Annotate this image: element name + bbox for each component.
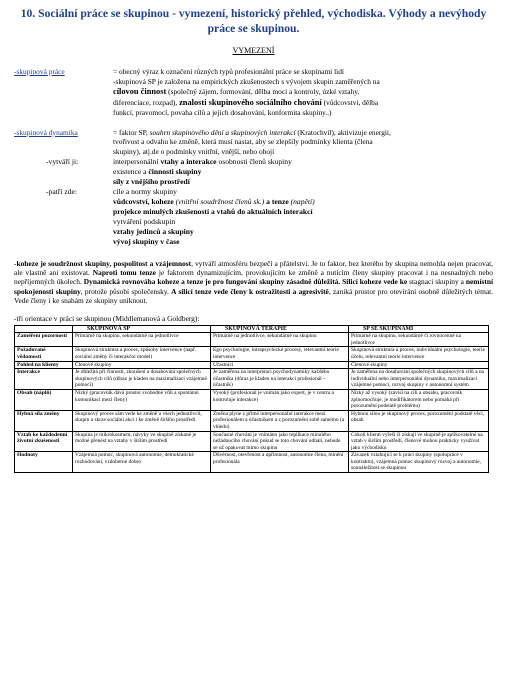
bold-term: Dynamická rovnováha koheze a tenze je pro fungování skupiny zásadně důležitá. Silicí koheze vede ke bbox=[83, 277, 408, 287]
definition-term: -skupinová práce bbox=[14, 67, 65, 76]
table-cell: Důvěrnost, otevřenost a upřímnost, autonomie člena, mínění profesionála bbox=[211, 452, 349, 473]
text-fragment: osobnosti členů skupiny bbox=[216, 156, 292, 166]
definition-line: -skupinová SP je založena na empirických zkušenostech s vývojem skupin zaměřených na bbox=[113, 76, 380, 86]
list-item: vývoj skupiny v čase bbox=[113, 236, 180, 246]
table-row-header: Hodnoty bbox=[15, 452, 73, 473]
table-row-header: Obsah (náplň) bbox=[15, 389, 73, 410]
definition-skupinova-prace bbox=[14, 67, 493, 118]
table-cell: Nízký (pracovník dává prostor svobodné vůli a spontánní komunikaci mezi členy) bbox=[73, 389, 211, 410]
table-row-header: Hybná síla změny bbox=[15, 410, 73, 431]
list-vytvari bbox=[14, 157, 493, 187]
definition-line: tvořivost a odvahu ke změně, která musí nastat, aby se zlepšily podmínky klienta (člena bbox=[113, 137, 373, 147]
list-item: cíle a normy skupiny bbox=[113, 186, 177, 196]
page-title: 10. Sociální práce se skupinou - vymezení, historický přehled, východiska. Výhody a nevýhody práce se skupinou. bbox=[20, 7, 487, 35]
definition-line bbox=[113, 97, 493, 108]
bold-term: vůdcovství, koheze bbox=[113, 196, 174, 206]
text-fragment: , zaniká prostor pro otevírání osobně důležitých témat. Vede členy i ke snahám ze skupiny uniknout. bbox=[14, 286, 494, 306]
table-row bbox=[15, 389, 489, 410]
table-cell: Vzájemná pomoc, skupinová autonomie, demokratické rozhodování, vzdoberné dobro bbox=[73, 452, 211, 473]
text-fragment: interpersonální bbox=[113, 156, 161, 166]
table-row-header: Pohled na klienty bbox=[15, 361, 73, 369]
table-row-header: Vztah ke každodenní životní zkušenosti bbox=[15, 431, 73, 452]
table-cell: Primárně na skupinu, sekundárně na jednotlivce bbox=[73, 333, 211, 347]
table-row bbox=[15, 452, 489, 473]
definition-body bbox=[113, 67, 493, 118]
table-cell: Primárně na jednotlivce, sekundárně na skupinu bbox=[211, 333, 349, 347]
table-cell: Skupinový proces sám vede ke změně u všech jednotlivců, skupin a skrze sociální akci i ke změně širšího prostředí bbox=[73, 410, 211, 431]
list-item bbox=[113, 167, 493, 177]
bold-term: cílovou činnost bbox=[113, 87, 167, 97]
table-cell: Změna plyne z přímé interpersonální interakce mezi profesionálem a účastníkem a z porozumění sobě samému (a vhledu) bbox=[211, 410, 349, 431]
text-fragment: , protože působí společensky. bbox=[80, 286, 172, 296]
orientations-label: -tři orientace v práci se skupinou (Middlemanová a Goldberg): bbox=[14, 313, 200, 323]
table-cell: Skupinová struktura a proces, individuální psychologie, teorie účelu, relevantní teorie intervence bbox=[349, 347, 489, 361]
table-cell: Členové skupiny bbox=[73, 361, 211, 369]
table-row bbox=[15, 347, 489, 361]
text-fragment: (Kratochvíl), aktivizuje energii, bbox=[295, 127, 391, 137]
list-term: -patří zde: bbox=[46, 186, 77, 196]
table-cell: Cokoli klienti vyřeší či získají ve skupině je aplikovatelné na vztah v širším prostředí, členové mohou prakticky využívat jako východisko bbox=[349, 431, 489, 452]
table-cell: Je důležitá při činnosti, zkoušení a dosahování společných skupinových cílů (důraz je kladen na maximalizaci vzájemné pomoci) bbox=[73, 369, 211, 390]
table-header-cell: SP SE SKUPINAMI bbox=[349, 325, 489, 333]
definition-skupinova-dynamika bbox=[14, 128, 493, 157]
definition-line: skupiny), atj.de o podmínky vnitřní, vnější, nebo obojí bbox=[113, 146, 275, 156]
table-cell: Nízký až vysoký (závisí na cíli a obsahu, pracovník zplnomocňuje, je modifikátorem nebo pomáhá při porozumění podstatě problému) bbox=[349, 389, 489, 410]
list-item bbox=[113, 157, 493, 167]
table-row-header: Zaměření pozornosti bbox=[15, 333, 73, 347]
table-row bbox=[15, 431, 489, 452]
section-heading: VYMEZENÍ bbox=[232, 46, 275, 55]
list-item: síly z vnějšího prostředí bbox=[113, 176, 190, 186]
text-fragment: = faktor SP, bbox=[113, 127, 150, 137]
definition-body bbox=[113, 128, 493, 157]
text-fragment: (vůdcovství, dělba bbox=[321, 98, 379, 108]
list-item: vztahy jedinců a skupiny bbox=[113, 226, 194, 236]
table-row bbox=[15, 369, 489, 390]
definition-line bbox=[113, 86, 493, 97]
table-cell: Skupina je mikrokosmem, návyky ve skupině získané je možné přenést na vztahy v širším prostředí bbox=[73, 431, 211, 452]
text-fragment: je faktorem dynamizujícím, provokujícím ke změně a nutícím členy skupiny pracovat i na nesnadných nebo nepříjemných úkolech. bbox=[14, 267, 493, 287]
table-cell: Hybnou silou je skupinový proces, porozumění podstatě věci, obsah bbox=[349, 410, 489, 431]
definition-line: = obecný výraz k označení různých typů profesionální práce se skupinami lidí bbox=[113, 67, 344, 76]
table-cell: Členové skupiny bbox=[349, 361, 489, 369]
list-body bbox=[113, 187, 493, 247]
list-patri bbox=[14, 187, 493, 247]
italic-term: (vnitřní soudržnost členů sk.) bbox=[173, 196, 265, 206]
list-item: projekce minulých zkušeností a vtahů do aktuálních interakcí bbox=[113, 206, 313, 216]
bold-term: Naproti tomu tenze bbox=[92, 267, 156, 277]
italic-term: (napětí) bbox=[288, 196, 315, 206]
table-row-header: Požadované vědomosti bbox=[15, 347, 73, 361]
table-row bbox=[15, 361, 489, 369]
table-cell: Je zaměřena na dosahování společných skupinových cílů a na individuální nebo interpersonální dynamiku, maximalizaci vzájemné pomoci, rozvoj skupiny v autonomní systém bbox=[349, 369, 489, 390]
bold-term: činnosti skupiny bbox=[148, 166, 202, 176]
definition-line: funkcí, pravomocí, povaha cílů a jejich dosahování, konformita skupiny..) bbox=[113, 108, 332, 118]
bold-term: a tenze bbox=[264, 196, 289, 206]
table-body bbox=[15, 333, 489, 473]
table-cell: Skupinová struktura a proces, způsoby intervence (např. sociální změny či interakční model) bbox=[73, 347, 211, 361]
list-body bbox=[113, 157, 493, 187]
bold-term: nemístní spokojenosti skupiny bbox=[14, 277, 493, 296]
table-row-header: Interakce bbox=[15, 369, 73, 390]
table-header-row bbox=[15, 325, 489, 333]
text-fragment: , vytváří atmosféru bezpečí a přátelství. Je to faktor, bez kterého by skupina nemohla nejen pracovat, ale vlastně ani existovat. bbox=[14, 258, 494, 277]
text-fragment: diferenciace, rozpad), bbox=[113, 98, 180, 108]
text-fragment: stagnaci skupiny a bbox=[407, 277, 466, 287]
table-cell: Primárně na skupinu, sekundárně či rovnocenně na jednotlivce bbox=[349, 333, 489, 347]
bold-term: -koheze je soudržnost skupiny, pospolitost a vzájemnost bbox=[14, 258, 192, 268]
orientations-table bbox=[14, 325, 489, 473]
table-cell: Ego psychologie, intrapsychické procesy, relevantní teorie intervence bbox=[211, 347, 349, 361]
table-row bbox=[15, 333, 489, 347]
table-row bbox=[15, 410, 489, 431]
table-cell: Účastníci bbox=[211, 361, 349, 369]
italic-term: souhrn skupinového dění a skupinových interakcí bbox=[149, 127, 296, 137]
table-cell: Vysoký (profesionál je vnímán jako expert, je v centru a kontroluje interakce) bbox=[211, 389, 349, 410]
definition-line bbox=[113, 128, 493, 138]
list-item bbox=[113, 197, 493, 207]
table-header-cell bbox=[15, 325, 73, 333]
text-fragment: existence a bbox=[113, 166, 149, 176]
bold-term: znalosti skupinového sociálního chování bbox=[179, 98, 322, 108]
definition-term: -skupinová dynamika bbox=[14, 127, 78, 137]
list-term: -vytváří ji: bbox=[46, 156, 79, 166]
text-fragment: (společný zájem, formování, dělba moci a kontroly, úzké vztahy, bbox=[166, 87, 360, 97]
table-header-cell: SKUPINOVÁ TERAPIE bbox=[211, 325, 349, 333]
bold-term: vtahy a interakce bbox=[160, 156, 217, 166]
list-item: vytváření podskupin bbox=[113, 216, 176, 226]
table-cell: Závazek vztahující se k práci skupiny (spolupráce v kontraktu), vzájemná pomoc skupinový rozvoj a autonomie, sounáležitost se skupinou bbox=[349, 452, 489, 473]
bold-term: A silicí tenze vede členy k ostražitosti a agresivitě bbox=[171, 286, 329, 296]
table-cell: Je zaměřena na interpretaci psychodynamiky každého účastníka (důraz je kladen na interakci profesionál – účastník) bbox=[211, 369, 349, 390]
table-header-cell: SKUPINOVÁ SP bbox=[73, 325, 211, 333]
koheze-paragraph bbox=[14, 259, 493, 306]
table-cell: Současné chování je vnímáno jako replikace minulého nežádoucího chování pokud se toto chování odhalí, nebude se už opakovat mimo skupinu bbox=[211, 431, 349, 452]
